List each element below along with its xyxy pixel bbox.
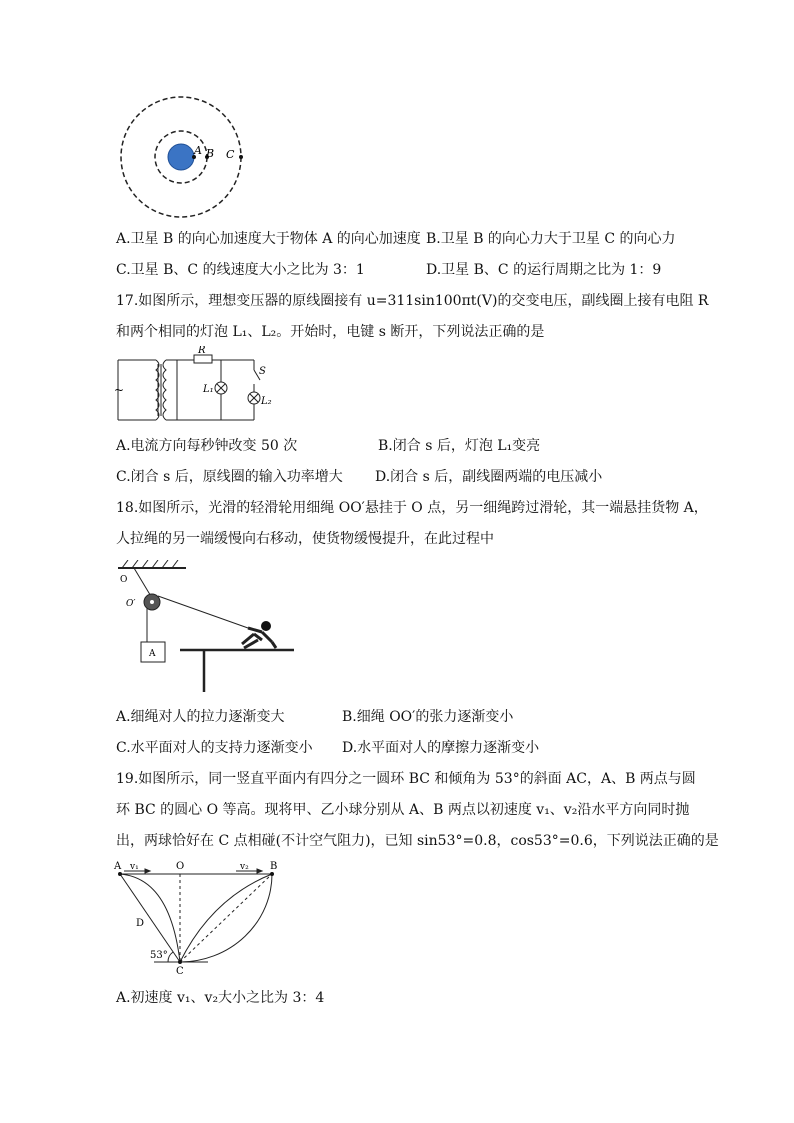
label-ac: ~	[114, 383, 125, 397]
q18-option-b: B.细绳 OO′的张力逐渐变小	[342, 709, 514, 725]
label-r: R	[198, 346, 206, 356]
q16-option-a: A.卫星 B 的向心加速度大于物体 A 的向心加速度	[116, 231, 421, 247]
label-v2: v₂	[240, 862, 249, 872]
q16-option-d: D.卫星 B、C 的运行周期之比为 1：9	[426, 262, 662, 278]
q18-option-c: C.水平面对人的支持力逐渐变小	[116, 740, 313, 756]
label-angle: 53°	[150, 950, 168, 961]
q17-stem-2: 和两个相同的灯泡 L₁、L₂。开始时，电键 s 断开，下列说法正确的是	[116, 324, 545, 340]
q19-stem-1: 19.如图所示，同一竖直平面内有四分之一圆环 BC 和倾角为 53°的斜面 AC，A、B 两点与圆	[116, 771, 696, 787]
label-b: B	[206, 147, 215, 160]
label-o: O	[176, 861, 185, 872]
label-a: A	[194, 144, 202, 157]
label-a: A	[149, 649, 156, 659]
q17-stem-1: 17.如图所示，理想变压器的原线圈接有 u=311sin100πt(V)的交变电压，副线圈上接有电阻 R	[116, 293, 709, 309]
orbit-figure	[112, 96, 252, 220]
label-b: B	[270, 861, 278, 872]
q17-option-c: C.闭合 s 后，原线圈的输入功率增大	[116, 469, 343, 485]
q16-option-c: C.卫星 B、C 的线速度大小之比为 3：1	[116, 262, 365, 278]
label-o-prime: O′	[126, 599, 136, 609]
earth	[168, 144, 194, 170]
label-o: O	[120, 575, 128, 585]
q19-option-a: A.初速度 v₁、v₂大小之比为 3：4	[116, 990, 325, 1006]
q19-stem-3: 出，两球恰好在 C 点相碰(不计空气阻力)，已知 sin53°=0.8，cos53°=0.6，下列说法正确的是	[116, 833, 719, 849]
q16-option-b: B.卫星 B 的向心力大于卫星 C 的向心力	[426, 231, 676, 247]
q17-option-a: A.电流方向每秒钟改变 50 次	[116, 438, 298, 454]
label-s: S	[259, 366, 266, 377]
label-l1: L₁	[203, 384, 214, 395]
q17-option-b: B.闭合 s 后，灯泡 L₁变亮	[378, 438, 541, 454]
q17-option-d: D.闭合 s 后，副线圈两端的电压减小	[375, 469, 603, 485]
q18-option-a: A.细绳对人的拉力逐渐变大	[116, 709, 285, 725]
label-d: D	[136, 918, 145, 929]
q18-stem-1: 18.如图所示，光滑的轻滑轮用细绳 OO′悬挂于 O 点，另一细绳跨过滑轮，其一端悬挂货物 A，	[116, 500, 708, 516]
label-c: C	[176, 966, 184, 977]
transformer-circuit-figure	[114, 346, 280, 426]
projectile-figure	[112, 858, 284, 978]
point-c	[239, 155, 243, 159]
q18-option-d: D.水平面对人的摩擦力逐渐变小	[342, 740, 540, 756]
label-l2: L₂	[261, 396, 272, 407]
label-v1: v₁	[130, 862, 139, 872]
label-c: C	[226, 148, 235, 161]
q19-stem-2: 环 BC 的圆心 O 等高。现将甲、乙小球分别从 A、B 两点以初速度 v₁、v₂沿水平方向同时抛	[116, 802, 690, 818]
q18-stem-2: 人拉绳的另一端缓慢向右移动，使货物缓慢提升，在此过程中	[116, 531, 494, 547]
person-head	[261, 621, 271, 631]
pulley-figure	[114, 560, 304, 696]
label-a: A	[114, 861, 122, 872]
